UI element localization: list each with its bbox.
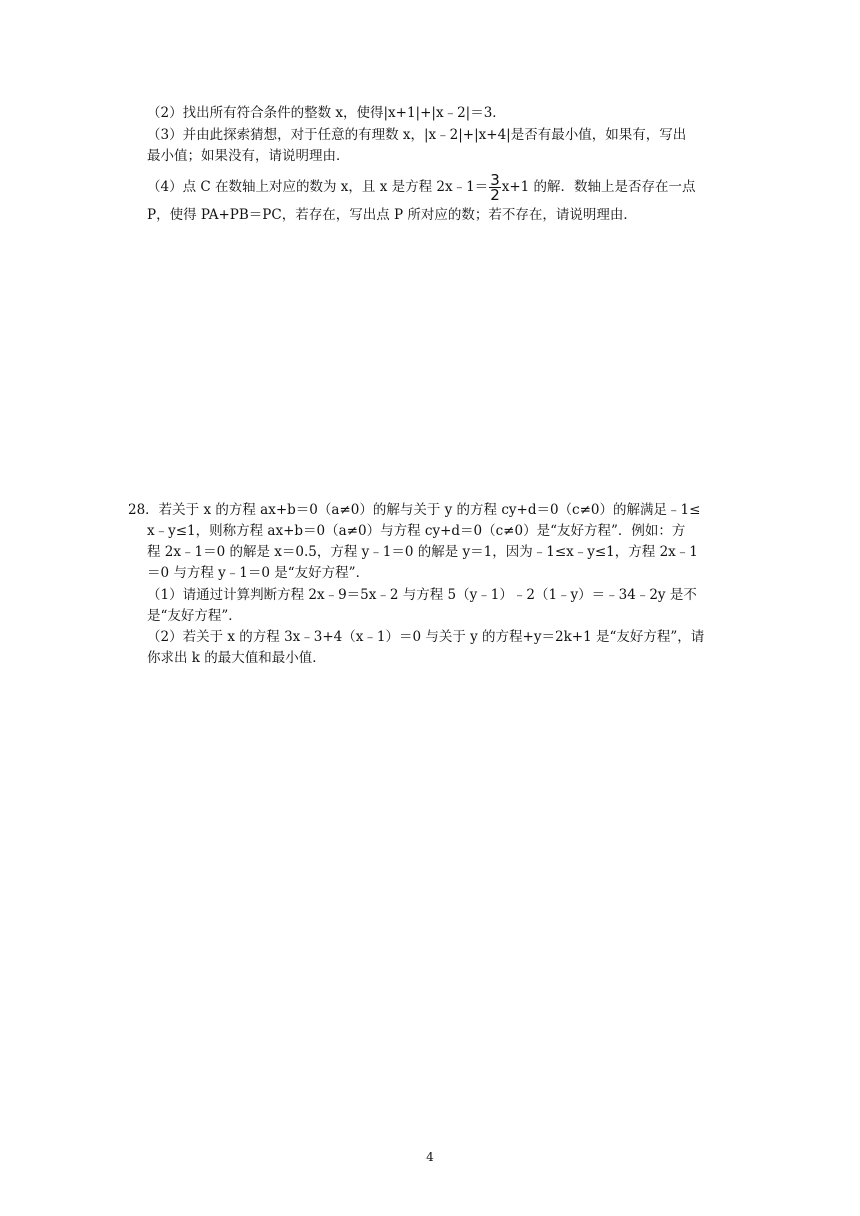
q27-part-4-text-a: （4）点 C 在数轴上对应的数为 x，且 x 是方程 2x﹣1＝ [147, 179, 489, 195]
q27-part-4-text-b: x+1 的解．数轴上是否存在一点 [501, 179, 696, 195]
q27-part-2: （2）找出所有符合条件的整数 x，使得|x+1|+|x﹣2|＝3． [147, 105, 506, 121]
q27-part-3-line-1: （3）并由此探索猜想，对于任意的有理数 x，|x﹣2|+|x+4|是否有最小值，如果有，写出 [147, 127, 687, 143]
q28-stem-line-2: x﹣y≤1，则称方程 ax+b＝0（a≠0）与方程 cy+d＝0（c≠0）是“友好方程”．例如：方 [147, 523, 686, 539]
q28-part-2-line-2: 你求出 k 的最大值和最小值． [147, 650, 326, 666]
fraction-three-halves [489, 173, 501, 202]
fraction-denominator: 2 [490, 186, 500, 204]
page-number: 4 [426, 1150, 434, 1164]
q27-part-4-line-1 [147, 172, 696, 202]
q28-stem-line-3: 程 2x﹣1＝0 的解是 x＝0.5，方程 y﹣1＝0 的解是 y＝1，因为﹣1≤x﹣y≤1，方程 2x﹣1 [147, 544, 698, 560]
fraction-numerator: 3 [490, 171, 500, 189]
q28-stem-line-4: ＝0 与方程 y﹣1＝0 是“友好方程”． [147, 565, 370, 581]
q28-part-2-line-1: （2）若关于 x 的方程 3x﹣3+4（x﹣1）＝0 与关于 y 的方程+y＝2k+1 是“友好方程”，请 [147, 629, 705, 645]
q28-stem-line-1: 28．若关于 x 的方程 ax+b＝0（a≠0）的解与关于 y 的方程 cy+d＝0（c≠0）的解满足﹣1≤ [128, 502, 701, 518]
q27-part-3-line-2: 最小值；如果没有，请说明理由． [147, 148, 350, 164]
q28-part-1-line-1: （1）请通过计算判断方程 2x﹣9＝5x﹣2 与方程 5（y﹣1）﹣2（1﹣y）＝﹣34﹣2y 是不 [147, 587, 697, 603]
q28-part-1-line-2: 是“友好方程”． [147, 608, 242, 624]
q27-part-4-line-2: P，使得 PA+PB＝PC，若存在，写出点 P 所对应的数；若不存在，请说明理由． [147, 207, 637, 223]
